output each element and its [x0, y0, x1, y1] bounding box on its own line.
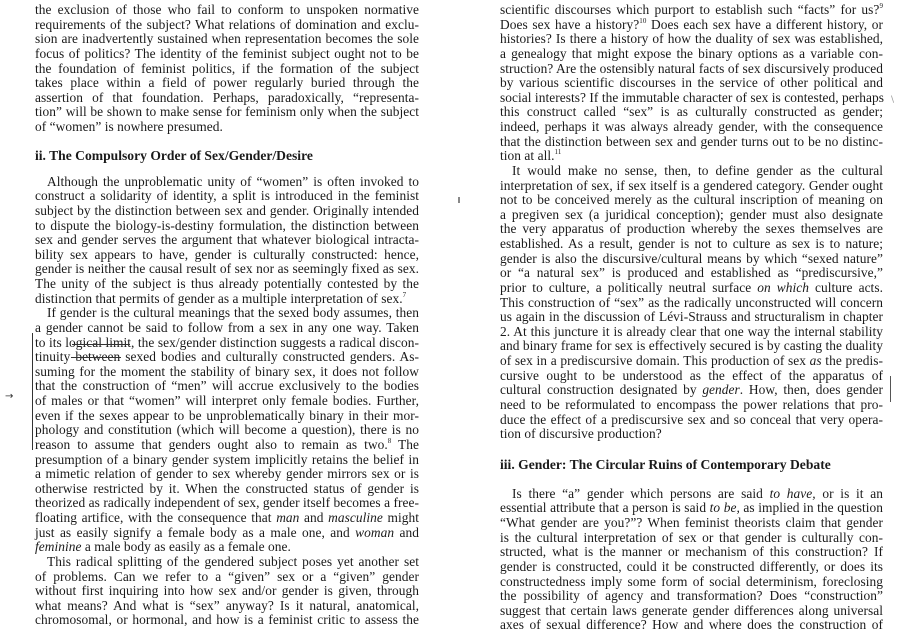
text-line: a pregiven sex (a juridical conception); gender must also designate	[500, 206, 883, 222]
emphasis-masculine: masculine	[328, 510, 383, 525]
emphasis-gender: gender	[702, 382, 740, 398]
text-line: the exclusion of those who fail to conform to unspoken normative	[35, 2, 419, 17]
text-line: this construct called “sex” is as culturally constructed as gender;	[500, 104, 883, 120]
text-line: theorized as radically independent of sex, gender itself becomes a free-	[35, 495, 419, 511]
margin-arrow-icon: →	[5, 391, 14, 402]
emphasis-on-which: on which	[757, 279, 809, 295]
footnote-ref-7[interactable]: 7	[402, 290, 407, 299]
text-line: interpretation of sex, if sex itself is a gendered category. Gender ought	[500, 177, 883, 193]
text-line: scientific discourses which purport to establish such “facts” for us?$^9$	[500, 2, 883, 17]
text-line: a genealogy that might expose the binary options as a variable con-	[500, 45, 883, 61]
text-line: of sex in a prediscursive domain. This production of sex as the predis-	[500, 353, 883, 368]
text-line: not to be conceived merely as the cultural inscription of meaning on	[500, 192, 883, 208]
text-line: sex and gender serves the argument that whatever biological intracta-	[35, 232, 419, 248]
text-line: without first inquiring into how sex and/or gender is given, through	[35, 583, 419, 599]
text-line: axes of sexual difference? How and where does the construction of	[500, 617, 883, 633]
emphasis-woman: woman	[355, 524, 395, 540]
text-line: is the cultural interpretation of sex or that gender is culturally con-	[500, 529, 883, 545]
text-line: feminine a male body as easily as a female one.	[35, 539, 291, 555]
text-line: cultural construction designated by gender. How, then, does gender	[500, 382, 883, 398]
text-line: presumption of a binary gender system implicitly retains the belief in	[35, 451, 419, 467]
text-line: constructedness imply some form of social determinism, foreclosing	[500, 573, 883, 589]
text-line: struction? Are the ostensibly natural facts of sex discursively produced	[500, 60, 883, 76]
text-line: even if the sexes appear to be unproblematically binary in their mor-	[35, 407, 419, 423]
text-line: If gender is the cultural meanings that the sexed body assumes, then	[47, 305, 419, 321]
spine-mark	[458, 197, 460, 203]
text-line: reason to assume that genders ought also to remain as two.$^8$ The	[35, 436, 419, 452]
section-heading-iii: iii. Gender: The Circular Ruins of Contemporary Debate	[500, 456, 831, 472]
text-line: suming for the moment the stability of binary sex, it does not follow	[35, 363, 419, 379]
spacer	[35, 164, 419, 175]
text-line: social interests? If the immutable character of sex is contested, perhaps	[500, 89, 885, 105]
text-line: sion are inadvertently sustained when representation becomes the sole	[35, 31, 419, 47]
text-line: gender is constructed, could it be constructed differently, or does its	[500, 558, 883, 574]
stray-pen-mark: \	[891, 95, 895, 105]
footnote-ref-10[interactable]: 10	[639, 16, 647, 25]
text-line: the possibility of agency and transformation? Does “construction”	[500, 588, 883, 604]
text-line: construct a solidarity of identity, a split is introduced in the feminist	[35, 188, 419, 204]
text-line: us again in the discussion of Lévi-Strauss and structuralism in chapter	[500, 309, 883, 325]
text-line: bility sex appears to have, gender is culturally constructed: hence,	[35, 246, 419, 262]
text-line: The unity of the subject is thus already potentially contested by the	[35, 276, 419, 291]
text-line: established. As a result, gender is not to culture as sex is to nature;	[500, 236, 883, 251]
text-line: tion of discursive production?	[500, 426, 662, 442]
footnote-ref-11[interactable]: 11	[554, 148, 562, 157]
text-line: cursive ought to be understood as the effect of the apparatus of	[500, 367, 883, 383]
text-line: of problems. Can we refer to a “given” sex or a “given” gender	[35, 568, 419, 584]
spacer	[35, 135, 419, 148]
text-line: focus of politics? The identity of the feminist subject ought not to be	[35, 45, 419, 61]
text-line: histories? Is there a history of how the duality of sex was established,	[500, 31, 883, 47]
text-line: that the distinction between sex and gender turns out to be no distinc-	[500, 133, 883, 149]
text-line: tinuity between sexed bodies and culturally constructed genders. As-	[35, 349, 419, 365]
text-line: prior to culture, a politically neutral surface on which culture acts.	[500, 279, 883, 295]
text-line: distinction that permits of gender as a multiple interpretation of sex.$^7$	[35, 290, 407, 306]
text-line: to its logical limit, the sex/gender distinction suggests a radical discon-	[35, 334, 419, 350]
margin-bracket-line	[890, 376, 891, 402]
paragraph-is-there-a-gender	[500, 487, 883, 633]
text-line: Is there “a” gender which persons are said to have, or is it an	[512, 485, 883, 501]
footnote-ref-9[interactable]: 9	[879, 2, 883, 10]
continued-paragraph	[500, 3, 883, 164]
right-page	[500, 3, 883, 633]
emphasis-feminine: feminine	[35, 539, 82, 555]
text-line: structed, what is the manner or mechanism of this construction? If	[500, 544, 883, 560]
underline-mark	[72, 344, 130, 345]
text-line: chromosomal, or hormonal, and how is a feminist critic to assess the	[35, 612, 419, 628]
text-line: to dispute the biology-is-destiny formulation, the distinction between	[35, 217, 419, 233]
margin-bracket-line	[32, 333, 33, 450]
text-line: This construction of “sex” as the radically unconstructed will concern	[500, 294, 883, 310]
text-line: a gender cannot be said to follow from a sex in any one way. Taken	[35, 319, 419, 335]
emphasis-man: man	[276, 510, 300, 525]
text-line: of males or that “women” will interpret only female bodies. Further,	[35, 393, 419, 408]
text-line: that the construction of “men” will accrue exclusively to the bodies	[35, 378, 419, 394]
text-line: of “women” is nowhere presumed.	[35, 119, 223, 134]
text-line: This radical splitting of the gendered subject poses yet another set	[47, 553, 419, 569]
text-line: floating artifice, with the consequence that man and masculine might	[35, 510, 419, 525]
text-line: 2. At this juncture it is already clear that one way the internal stability	[500, 323, 883, 339]
text-line: and binary frame for sex is effectively secured is by casting the duality	[500, 338, 883, 354]
text-line: duce the effect of a prediscursive sex and so conceal that very opera-	[500, 411, 883, 427]
text-line: essential attribute that a person is said to be, as implied in the question	[500, 500, 883, 516]
text-line: by various scientific discourses in the service of other political and	[500, 75, 883, 91]
emphasis-to-have: to have,	[769, 485, 816, 501]
intro-paragraph	[35, 3, 419, 135]
paragraph-radical-splitting	[35, 555, 419, 628]
text-line: tion at all.$^{11}$	[500, 148, 562, 164]
text-line: takes place within a field of power regularly buried through the	[35, 75, 419, 91]
text-line: gender is also the discursive/cultural means by which “sexed nature”	[500, 250, 883, 266]
text-line: “What gender are you?”? When feminist theorists claim that gender	[500, 515, 883, 530]
text-line: otherwise restricted by it. When the constructed status of gender is	[35, 480, 419, 496]
paragraph-sex-gender-split	[35, 175, 419, 307]
text-line: Does sex have a history?$^{10}$ Does each sex have a different history, or	[500, 16, 883, 32]
text-line: or “a natural sex” is produced and established as “prediscursive,”	[500, 265, 883, 281]
footnote-ref-8[interactable]: 8	[387, 436, 392, 445]
text-line: the very apparatus of production whereby the sexes themselves are	[500, 221, 883, 237]
text-line: subject by the distinction between sex and gender. Originally intended	[35, 202, 419, 218]
text-line: It would make no sense, then, to define gender as the cultural	[512, 162, 883, 178]
section-heading-ii: ii. The Compulsory Order of Sex/Gender/Desire	[35, 147, 313, 163]
text-line: the foundation of feminist politics, if the formation of the subject	[35, 60, 419, 76]
left-page	[35, 3, 419, 628]
emphasis-to-be: to be,	[709, 500, 740, 516]
text-line: phology and constitution (which will become a question), there is no	[35, 422, 419, 438]
text-line: need to be reformulated to encompass the power relations that pro-	[500, 396, 883, 412]
text-line: assertion of that foundation. Perhaps, paradoxically, “representa-	[35, 89, 419, 105]
text-line: what means? And what is “sex” anyway? Is it natural, anatomical,	[35, 597, 419, 613]
text-line: requirements of the subject? What relations of domination and exclu-	[35, 16, 419, 32]
overline-mark	[71, 357, 121, 358]
text-line: suggest that certain laws generate gender differences along universal	[500, 602, 883, 618]
text-line: Although the unproblematic unity of “women” is often invoked to	[47, 173, 419, 189]
text-line: just as easily signify a female body as a male one, and woman and	[35, 524, 419, 540]
text-line: indeed, perhaps it was always already gender, with the consequence	[500, 119, 883, 134]
spacer	[500, 442, 883, 457]
text-line: tion” will be shown to make sense for feminism only when the subject	[35, 104, 419, 120]
spacer	[500, 473, 883, 487]
text-line: a mimetic relation of gender to sex whereby gender mirrors sex or is	[35, 466, 419, 482]
paragraph-no-sense	[500, 164, 883, 442]
emphasis-as: as	[809, 353, 822, 368]
text-line: gender is neither the causal result of sex nor as seemingly fixed as sex.	[35, 261, 419, 277]
